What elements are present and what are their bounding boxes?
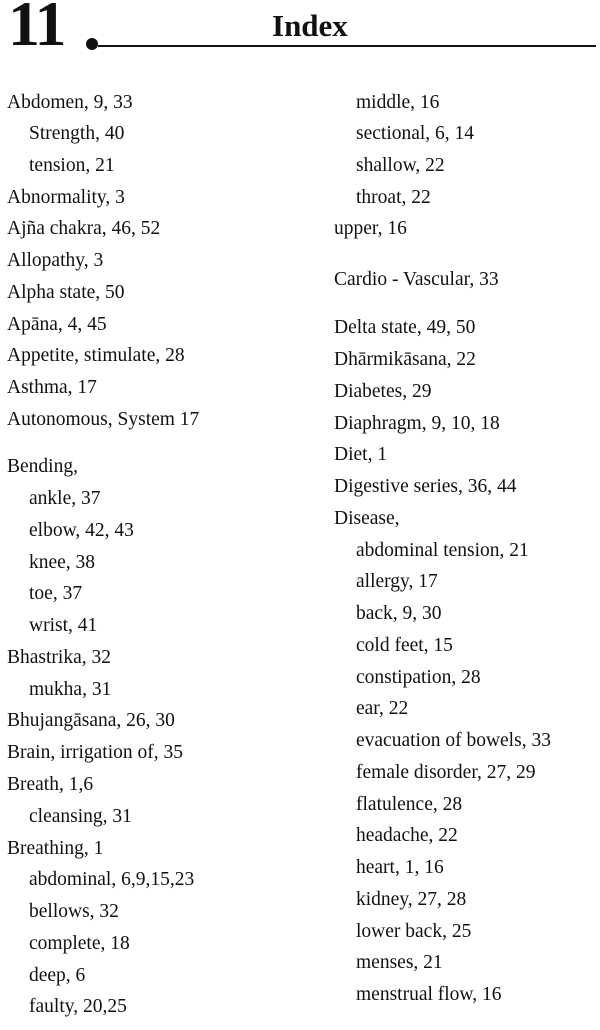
index-subentry: faulty, 20,25 [29,996,127,1017]
index-column-right [300,0,600,1030]
index-subentry: throat, 22 [356,187,431,208]
index-subentry: abdominal tension, 21 [356,540,529,561]
index-entry: Breathing, 1 [7,838,104,859]
index-subentry: evacuation of bowels, 33 [356,730,551,751]
index-column-left [0,0,290,1030]
index-entry: Dhārmikāsana, 22 [334,349,476,370]
index-subentry: allergy, 17 [356,571,438,592]
index-subentry: kidney, 27, 28 [356,889,467,910]
index-entry: upper, 16 [334,218,407,239]
index-subentry: back, 9, 30 [356,603,442,624]
index-subentry: menstrual flow, 16 [356,984,502,1005]
index-entry: Appetite, stimulate, 28 [7,345,185,366]
index-subentry: complete, 18 [29,933,130,954]
index-subentry: heart, 1, 16 [356,857,444,878]
index-subentry: cleansing, 31 [29,806,132,827]
index-entry: Allopathy, 3 [7,250,104,271]
index-subentry: Strength, 40 [29,123,125,144]
index-subentry: sectional, 6, 14 [356,123,475,144]
index-subentry: shallow, 22 [356,155,445,176]
page-title: Index [272,8,348,43]
index-subentry: elbow, 42, 43 [29,520,134,541]
index-entry: Bending, [7,456,78,477]
index-entry: Diet, 1 [334,444,388,465]
index-entry: Brain, irrigation of, 35 [7,742,184,763]
index-entry: Digestive series, 36, 44 [334,476,517,497]
index-subentry: wrist, 41 [29,615,98,636]
index-entry: Asthma, 17 [7,377,97,398]
index-subentry: ear, 22 [356,698,409,719]
index-entry: Apāna, 4, 45 [7,314,107,335]
index-entry: Bhastrika, 32 [7,647,111,668]
index-subentry: flatulence, 28 [356,794,463,815]
index-subentry: menses, 21 [356,952,443,973]
index-entry: Abnormality, 3 [7,187,125,208]
index-entry: Abdomen, 9, 33 [7,92,133,113]
index-entry: Delta state, 49, 50 [334,317,476,338]
index-subentry: deep, 6 [29,965,86,986]
index-subentry: cold feet, 15 [356,635,453,656]
index-subentry: tension, 21 [29,155,115,176]
chapter-number: 11 [8,0,65,59]
index-subentry: middle, 16 [356,92,440,113]
index-subentry: lower back, 25 [356,921,472,942]
index-entry: Diaphragm, 9, 10, 18 [334,413,500,434]
index-entry: Disease, [334,508,400,529]
index-subentry: female disorder, 27, 29 [356,762,536,783]
index-subentry: headache, 22 [356,825,458,846]
index-entry: Bhujangāsana, 26, 30 [7,710,175,731]
index-entry: Breath, 1,6 [7,774,94,795]
index-entry: Diabetes, 29 [334,381,432,402]
index-entry: Ajña chakra, 46, 52 [7,218,161,239]
index-entry: Cardio - Vascular, 33 [334,269,499,290]
index-subentry: abdominal, 6,9,15,23 [29,869,195,890]
index-subentry: ankle, 37 [29,488,101,509]
index-subentry: constipation, 28 [356,667,481,688]
index-subentry: knee, 38 [29,552,96,573]
index-subentry: mukha, 31 [29,679,112,700]
index-entry: Autonomous, System 17 [7,409,200,430]
index-subentry: toe, 37 [29,583,83,604]
index-entry: Alpha state, 50 [7,282,125,303]
index-subentry: bellows, 32 [29,901,119,922]
